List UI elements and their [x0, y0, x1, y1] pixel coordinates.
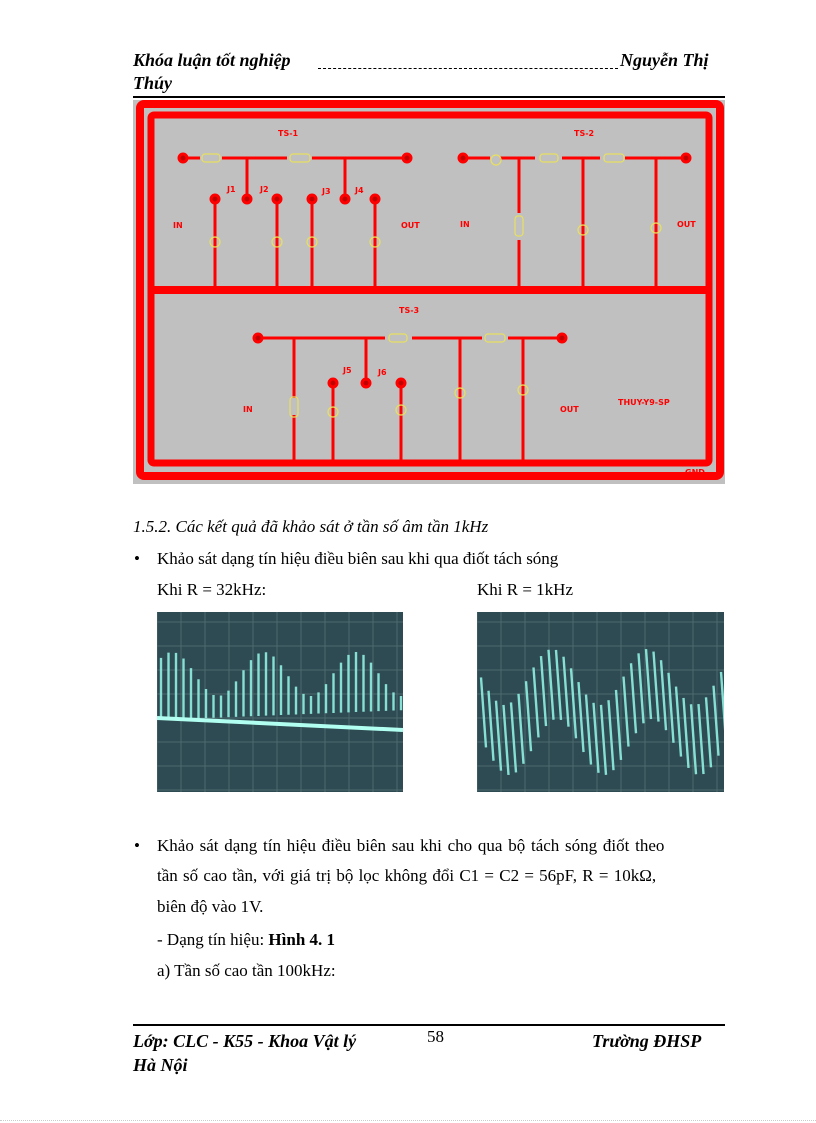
bullet2-line2: tần số cao tần, với giá trị bộ lọc không đổi C1 = C2 = 56pF, R = 10kΩ, — [157, 866, 657, 885]
footer-right: Trường ĐHSP — [592, 1031, 702, 1051]
page-bottom-edge — [0, 1120, 816, 1121]
oscilloscope-image-r32k — [157, 612, 403, 792]
caption-left: Khi R = 32kHz: — [157, 580, 267, 599]
pcb-label-j5: J5 — [343, 366, 352, 375]
footer-rule — [133, 1024, 725, 1026]
pcb-label-j1: J1 — [227, 185, 236, 194]
pcb-label-in-3: IN — [243, 405, 253, 414]
pcb-label-out-1: OUT — [401, 221, 420, 230]
figure-reference: Hình 4. 1 — [268, 930, 336, 949]
scope-screen — [477, 612, 724, 792]
pcb-label-ts1: TS-1 — [278, 129, 299, 138]
pcb-layout-figure — [133, 100, 725, 484]
pcb-label-j6: J6 — [378, 368, 387, 377]
pcb-label-out-2: OUT — [677, 220, 696, 229]
signal-form-prefix: - Dạng tín hiệu: — [157, 930, 269, 949]
pcb-label-gnd: GND — [685, 468, 705, 477]
footer-left: Lớp: CLC - K55 - Khoa Vật lý — [133, 1031, 357, 1051]
bullet2-line3: biên độ vào 1V. — [157, 897, 264, 916]
header-dash-leader — [318, 68, 618, 69]
bullet-icon: • — [134, 549, 140, 568]
header-rule — [133, 96, 725, 98]
header-title-left: Khóa luận tốt nghiệp — [133, 50, 291, 70]
sub-item-a: a) Tần số cao tần 100kHz: — [157, 961, 336, 980]
signal-form-line — [157, 930, 335, 950]
pcb-label-in-1: IN — [173, 221, 183, 230]
header-author: Nguyễn Thị — [620, 50, 709, 70]
pcb-label-j4: J4 — [355, 186, 364, 195]
pcb-label-out-3: OUT — [560, 405, 579, 414]
caption-right: Khi R = 1kHz — [477, 580, 573, 599]
header-author-cont: Thúy — [133, 73, 173, 93]
bullet1-text: Khảo sát dạng tín hiệu điều biên sau khi qua điốt tách sóng — [157, 549, 559, 568]
pcb-label-in-2: IN — [460, 220, 470, 229]
pcb-label-j3: J3 — [322, 187, 331, 196]
bullet-icon: • — [134, 836, 140, 855]
pcb-label-j2: J2 — [260, 185, 269, 194]
pcb-label-ts2: TS-2 — [574, 129, 595, 138]
page-number: 58 — [427, 1027, 444, 1046]
pcb-label-ts3: TS-3 — [399, 306, 420, 315]
bullet2-line1: Khảo sát dạng tín hiệu điều biên sau khi cho qua bộ tách sóng điốt theo — [157, 836, 665, 855]
oscilloscope-image-r1k — [477, 612, 724, 792]
pcb-board-name: THUY-Y9-SP — [618, 398, 670, 407]
section-heading: 1.5.2. Các kết quả đã khảo sát ở tần số âm tần 1kHz — [133, 517, 489, 536]
footer-left-cont: Hà Nội — [133, 1055, 188, 1075]
